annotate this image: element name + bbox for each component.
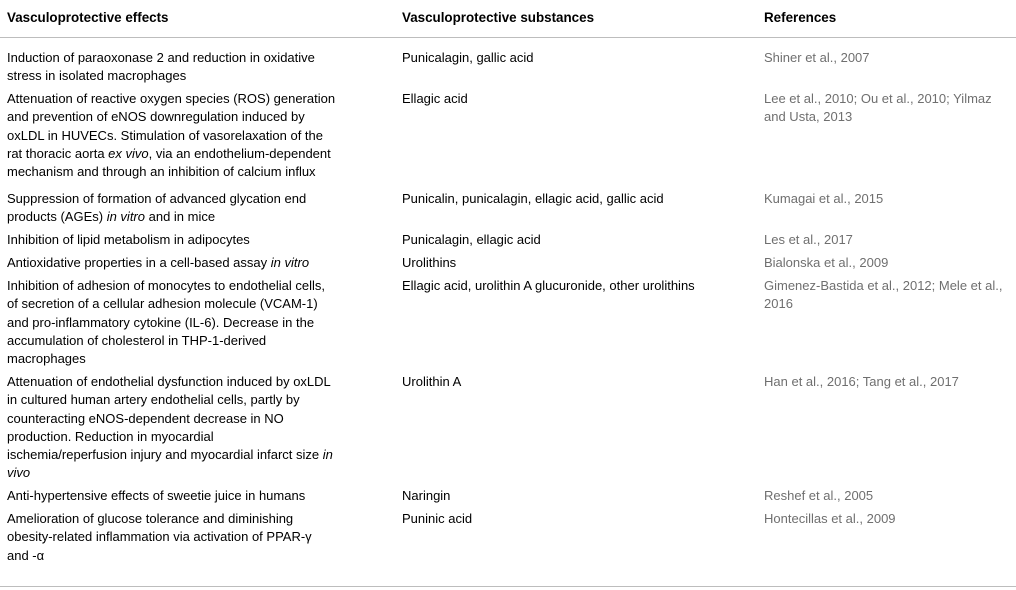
substances-cell: Punicalagin, gallic acid	[402, 50, 534, 65]
substances-cell: Punicalagin, ellagic acid	[402, 232, 541, 247]
references-cell: Han et al., 2016; Tang et al., 2017	[764, 374, 959, 389]
table-row	[0, 483, 1016, 506]
references-cell: Hontecillas et al., 2009	[764, 511, 896, 526]
table-bottom-rule	[0, 586, 1016, 587]
effect-cell: Inhibition of adhesion of monocytes to endothelial cells, of secretion of a cellular adhesion molecule (VCAM-1) and pro-inflammatory cytokine (IL-6). Decrease in the accumulation of cholesterol in THP-1-derived macrophages	[7, 278, 325, 367]
header-substances: Vasculoprotective substances	[402, 10, 595, 25]
effect-cell: Attenuation of endothelial dysfunction induced by oxLDL in cultured human artery endothelial cells, partly by counteracting eNOS-dependent decrease in NO production. Reduction in myocardial ischemia/reperfusion injury and myocardial infarct size in vivo	[7, 374, 333, 481]
effect-cell: Suppression of formation of advanced glycation end products (AGEs) in vitro and in mice	[7, 191, 307, 225]
header-references: References	[764, 10, 837, 25]
effect-cell: Inhibition of lipid metabolism in adipocytes	[7, 232, 250, 247]
table-row	[0, 506, 1016, 566]
substances-cell: Ellagic acid, urolithin A glucuronide, other urolithins	[402, 278, 695, 293]
effect-cell: Antioxidative properties in a cell-based assay in vitro	[7, 255, 310, 270]
table-row	[0, 250, 1016, 273]
substances-cell: Naringin	[402, 488, 451, 503]
substances-cell: Puninic acid	[402, 511, 473, 526]
references-cell: Kumagai et al., 2015	[764, 191, 884, 206]
substances-cell: Urolithin A	[402, 374, 462, 389]
table-row	[0, 273, 1016, 369]
effect-cell: Induction of paraoxonase 2 and reduction in oxidative stress in isolated macrophages	[7, 50, 315, 84]
substances-cell: Punicalin, punicalagin, ellagic acid, gallic acid	[402, 191, 664, 206]
effect-cell: Amelioration of glucose tolerance and diminishing obesity-related inflammation via activation of PPAR-γ and -α	[7, 511, 312, 563]
references-cell: Reshef et al., 2005	[764, 488, 874, 503]
header-effects: Vasculoprotective effects	[7, 10, 169, 25]
table-row	[0, 227, 1016, 250]
table-row	[0, 186, 1016, 227]
effect-cell: Anti-hypertensive effects of sweetie juice in humans	[7, 488, 306, 503]
table-row	[0, 45, 1016, 86]
table-header	[0, 0, 1016, 38]
references-cell: Lee et al., 2010; Ou et al., 2010; Yilmaz and Usta, 2013	[764, 91, 992, 125]
references-cell: Bialonska et al., 2009	[764, 255, 889, 270]
substances-cell: Urolithins	[402, 255, 457, 270]
references-cell: Shiner et al., 2007	[764, 50, 870, 65]
table-row	[0, 86, 1016, 186]
substances-cell: Ellagic acid	[402, 91, 468, 106]
references-cell: Les et al., 2017	[764, 232, 853, 247]
table-row	[0, 369, 1016, 483]
effect-cell: Attenuation of reactive oxygen species (ROS) generation and prevention of eNOS downregulation induced by oxLDL in HUVECs. Stimulation of vasorelaxation of the rat thoracic aorta ex vivo, via an endothelium-dependent mechanism and through an inhibition of calcium influx	[7, 91, 336, 180]
references-cell: Gimenez-Bastida et al., 2012; Mele et al., 2016	[764, 278, 1003, 312]
